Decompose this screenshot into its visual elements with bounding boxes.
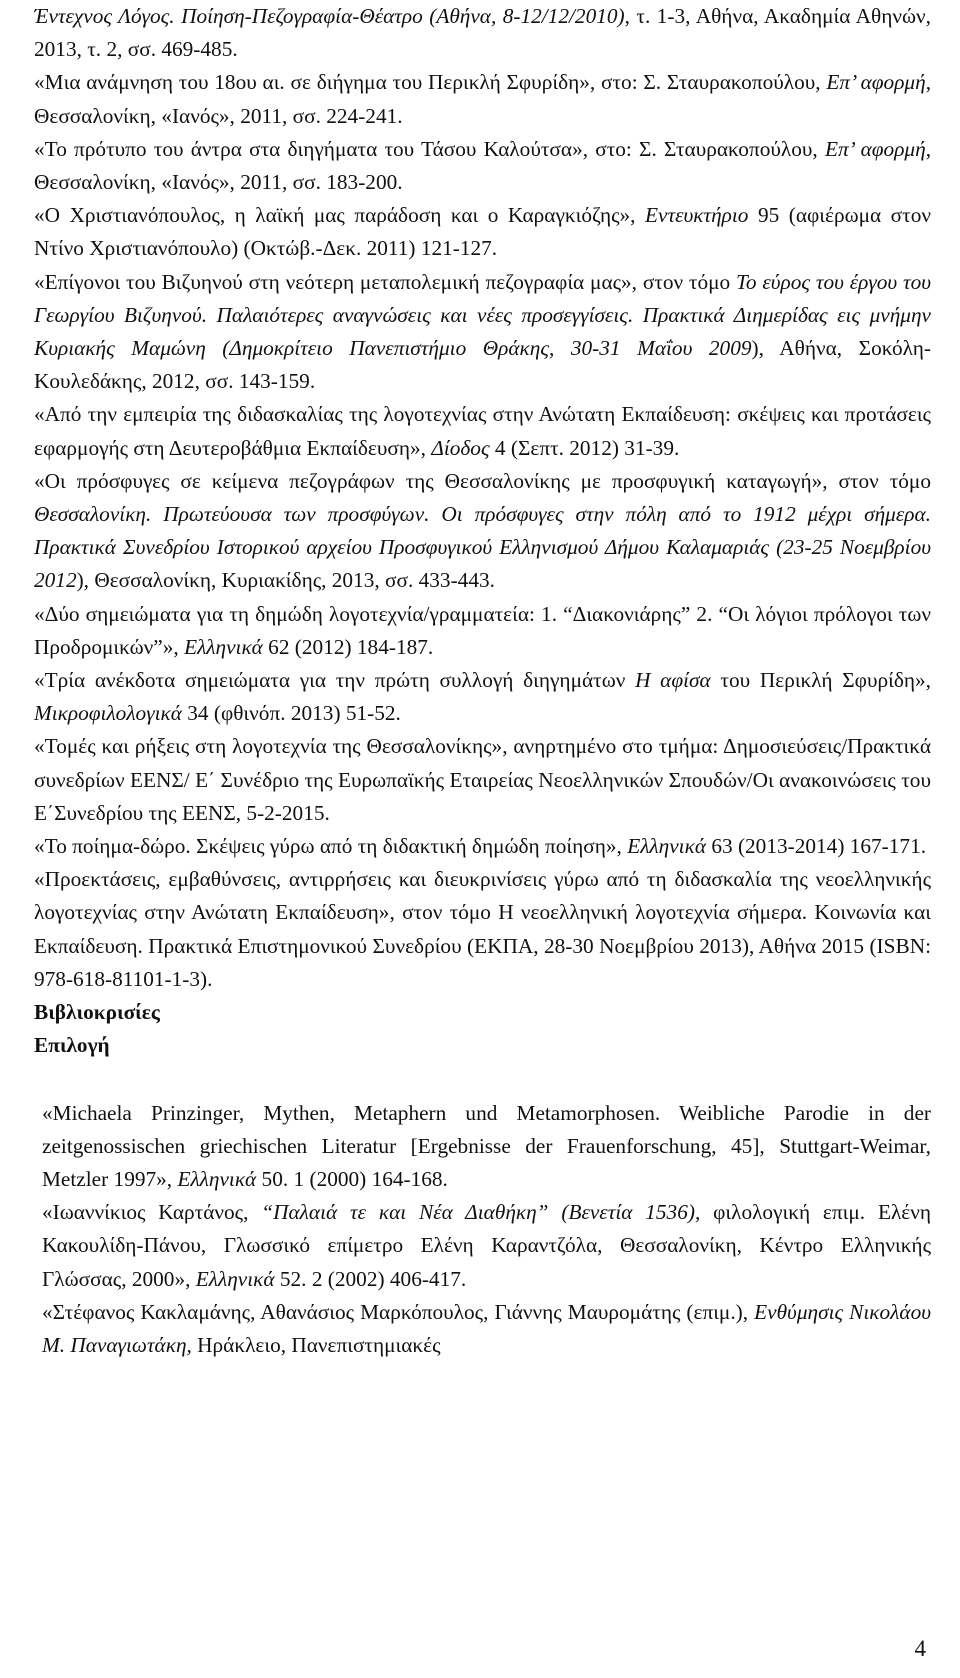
entry-italic-text: Η αφίσα [635,668,711,693]
bibliography-entry [34,266,931,399]
entry-text: , Θεσσαλονίκη, «Ιανός», 2011, σσ. 183-200. [34,136,932,195]
entry-text: «Το πρότυπο του άντρα στα διηγήματα του Τάσου Καλούτσα», στο: Σ. Σταυρακοπούλου, [34,136,825,161]
entry-text: 50. 1 (2000) 164-168. [256,1166,448,1191]
entry-text: , τ. 1-3, Αθήνα, Ακαδημία Αθηνών, 2013, τ. 2, σσ. 469-485. [34,4,931,62]
entry-text: «Επίγονοι του Βιζυηνού στη νεότερη μεταπολεμική πεζογραφία μας», στον τόμο [34,269,737,294]
entry-text: 62 (2012) 184-187. [262,634,434,659]
bibliography-entry [34,465,931,598]
entry-italic-text: Ελληνικά [184,634,263,659]
entry-italic-text: Ενθύμησις Νικολάου Μ. Παναγιωτάκη, [42,1299,931,1357]
heading-selection: Επιλογή [34,1033,110,1058]
entry-text: «Michaela Prinzinger, Mythen, Metaphern und Metamorphosen. Weibliche Parodie in der zeitgenossischen griechischen Literatur [Ergebnisse der Frauenforschung, 45], Stuttgart-Weimar, Metzler 1997», [42,1100,931,1191]
entry-text: «Τρία ανέκδοτα σημειώματα για την πρώτη συλλογή διηγημάτων [34,668,636,693]
entry-text: «Μια ανάμνηση του 18ου αι. σε διήγημα του Περικλή Σφυρίδη», στο: Σ. Σταυρακοπούλου, [34,70,827,95]
bibliography-entry [34,664,931,730]
entry-text: του Περικλή Σφυρίδη», [710,668,932,693]
review-entry [34,1296,931,1362]
bibliography-body [34,0,931,1362]
entry-text: 95 (αφιέρωμα στον Ντίνο Χριστιανόπουλο) (Οκτώβ.-Δεκ. 2011) 121-127. [34,203,931,261]
bibliography-entry [34,598,931,664]
entry-text: 52. 2 (2002) 406-417. [274,1266,467,1291]
entry-text: ), Αθήνα, Σοκόλη-Κουλεδάκης, 2012, σσ. 143-159. [34,336,931,394]
entry-italic-text: Θεσσαλονίκη. Πρωτεύουσα των προσφύγων. Οι πρόσφυγες στην πόλη από το 1912 μέχρι σήμερα. Πρακτικά Συνεδρίου Ιστορικού αρχείου Προσφυγικού Ελληνισμού Δήμου Καλαμαριάς (23-25 Νοεμβρίου 2012 [34,502,931,593]
entry-text: «Δύο σημειώματα για τη δημώδη λογοτεχνία/γραμματεία: 1. “Διακονιάρης” 2. “Οι λόγιοι πρόλογοι των Προδρομικών”», [34,601,931,659]
entry-text: «Το ποίημα-δώρο. Σκέψεις γύρω από τη διδακτική δημώδη ποίηση», [34,834,628,859]
entry-text: Ηράκλειο, Πανεπιστημιακές [191,1332,441,1357]
bibliography-entry [34,398,931,464]
bibliography-entry [34,66,931,132]
bibliography-entry [34,730,931,830]
bibliography-entry [34,199,931,265]
entry-italic-text: Ελληνικά [195,1266,275,1291]
bibliography-entry [34,0,931,66]
entry-text: 34 (φθινόπ. 2013) 51-52. [181,701,401,726]
page-number: 4 [914,1636,926,1661]
entry-text: φιλολογική επιμ. Ελένη Κακουλίδη-Πάνου, Γλωσσικό επίμετρο Ελένη Καραντζόλα, Θεσσαλονίκη, Κέντρο Ελληνικής Γλώσσας, 2000», [42,1200,931,1291]
publication-list [34,0,931,996]
entry-text: «Ο Χριστιανόπουλος, η λαϊκή μας παράδοση και ο Καραγκιόζης», [34,203,645,228]
entry-text: ), Θεσσαλονίκη, Κυριακίδης, 2013, σσ. 433-443. [76,568,495,593]
entry-text: 4 (Σεπτ. 2012) 31-39. [489,435,680,460]
entry-italic-text: Ελληνικά [177,1166,257,1191]
entry-italic-text: “Παλαιά τε και Νέα Διαθήκη” (Βενετία 1536), [261,1200,701,1225]
entry-italic-text: Δίοδος [431,435,490,460]
entry-italic-text: Μικροφιλολογικά [34,701,182,726]
entry-text: «Στέφανος Κακλαμάνης, Αθανάσιος Μαρκόπουλος, Γιάννης Μαυρομάτης (επιμ.), [42,1299,755,1324]
entry-italic-text: Ελληνικά [627,834,706,859]
entry-text: «Από την εμπειρία της διδασκαλίας της λογοτεχνίας στην Ανώτατη Εκπαίδευση: σκέψεις και προτάσεις εφαρμογής στη Δευτεροβάθμια Εκπαίδευση», [34,402,931,460]
review-entry [34,1196,931,1296]
entry-text: «Ιωαννίκιος Καρτάνος, [42,1200,262,1225]
entry-italic-text: Το εύρος του έργου του Γεωργίου Βιζυηνού. Παλαιότερες αναγνώσεις και νέες προσεγγίσεις. Πρακτικά Διημερίδας εις μνήμην Κυριακής Μαμώνη (Δημοκρίτειο Πανεπιστήμιο Θράκης, 30-31 Μαΐου 2009 [34,269,931,361]
review-list [34,1097,931,1363]
bibliography-entry [34,133,931,199]
bibliography-entry [34,830,931,863]
entry-text: «Τομές και ρήξεις στη λογοτεχνία της Θεσσαλονίκης», ανηρτημένο στο τμήμα: Δημοσιεύσεις/Πρακτικά συνεδρίων ΕΕΝΣ/ Ε΄ Συνέδριο της Ευρωπαϊκής Εταιρείας Νεοελληνικών Σπουδών/Οι ανακοινώσεις του Ε΄Συνεδρίου της ΕΕΝΣ, 5-2-2015. [34,734,931,825]
heading-reviews: Βιβλιοκρισίες [34,1000,160,1025]
entry-text: , Θεσσαλονίκη, «Ιανός», 2011, σσ. 224-241. [34,70,932,128]
entry-italic-text: Επ’ αφορμή [826,70,926,95]
entry-text: «Οι πρόσφυγες σε κείμενα πεζογράφων της Θεσσαλονίκης με προσφυγική καταγωγή», στον τόμο [34,468,931,493]
entry-italic-text: Έντεχνος Λόγος. Ποίηση-Πεζογραφία-Θέατρο (Αθήνα, 8-12/12/2010) [34,4,625,28]
entry-text: «Προεκτάσεις, εμβαθύνσεις, αντιρρήσεις και διευκρινίσεις γύρω από τη διδασκαλία της νεοελληνικής λογοτεχνίας στην Ανώτατη Εκπαίδευση», στον τόμο Η νεοελληνική λογοτεχνία σήμερα. Κοινωνία και Εκπαίδευση. Πρακτικά Επιστημονικού Συνεδρίου (ΕΚΠΑ, 28-30 Νοεμβρίου 2013), Αθήνα 2015 (ISBN: 978-618-81101-1-3). [34,867,931,991]
bibliography-entry [34,863,931,996]
entry-text: 63 (2013-2014) 167-171. [706,834,927,859]
entry-italic-text: Επ’ αφορμή [824,136,926,161]
review-entry [34,1097,931,1197]
entry-italic-text: Εντευκτήριο [645,203,749,228]
